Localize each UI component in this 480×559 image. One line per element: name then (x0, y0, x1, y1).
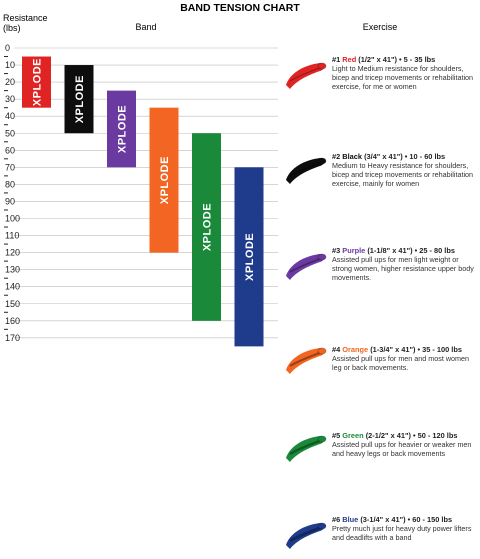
y-tick-label: 20 (5, 77, 16, 88)
exercise-heading (332, 152, 445, 161)
y-axis-label-line1: Resistance (3, 13, 48, 23)
exercise-column-header: Exercise (362, 22, 398, 32)
band-dimensions: (3/4" x 41") • 10 - 60 lbs (362, 152, 446, 161)
band-number: #3 (332, 246, 343, 255)
band-number: #2 (332, 152, 343, 161)
y-tick-label: 60 (5, 145, 16, 156)
band-dimensions: (1-1/8" x 41") • 25 - 80 lbs (365, 246, 455, 255)
band-blue-image (282, 515, 328, 555)
y-tick-label: 80 (5, 179, 16, 190)
y-tick-label: 140 (5, 281, 21, 292)
band-number: #1 (332, 55, 343, 64)
exercise-item-black (332, 152, 480, 188)
exercise-heading (332, 515, 452, 524)
band-bar-label: XPLODE (74, 75, 86, 124)
band-purple-image (282, 246, 328, 286)
band-red-image (282, 55, 328, 95)
band-dimensions: (1/2" x 41") • 5 - 35 lbs (356, 55, 436, 64)
band-color-name: Green (342, 431, 364, 440)
band-bar-label: XPLODE (31, 57, 44, 107)
exercise-item-orange (332, 345, 480, 372)
exercise-heading (332, 246, 455, 255)
band-dimensions: (1-3/4" x 41") • 35 - 100 lbs (368, 345, 462, 354)
exercise-heading (332, 345, 462, 354)
y-tick-label: 0 (5, 43, 11, 53)
y-tick-label: 50 (5, 128, 16, 139)
band-bar-label: XPLODE (159, 156, 171, 205)
y-tick-label: 100 (5, 213, 21, 224)
band-number: #6 (332, 515, 343, 524)
exercise-heading (332, 55, 435, 64)
y-tick-label: 30 (5, 94, 16, 105)
band-number: #5 (332, 431, 343, 440)
band-orange-image (282, 340, 328, 380)
y-axis-label-line2: (lbs) (3, 23, 21, 33)
exercise-heading (332, 431, 457, 440)
exercise-item-blue (332, 515, 480, 542)
band-bar-label: XPLODE (116, 104, 129, 154)
band-color-name: Orange (342, 345, 369, 354)
y-tick-label: 150 (5, 298, 21, 309)
y-tick-label: 120 (5, 247, 21, 258)
exercise-description: Assisted pull ups for heavier or weaker men and heavy legs or back movements (332, 440, 472, 459)
exercise-description: Assisted pull ups for men light weight or strong women, higher resistance upper body movements. (332, 255, 474, 283)
band-dimensions: (2-1/2" x 41") • 50 - 120 lbs (363, 431, 458, 440)
chart-title: BAND TENSION CHART (180, 2, 300, 14)
y-tick-label: 40 (5, 111, 16, 122)
y-tick-label: 130 (5, 264, 21, 275)
y-tick-label: 90 (5, 196, 16, 207)
band-dimensions: (3-1/4" x 41") • 60 - 150 lbs (358, 515, 453, 524)
band-number: #4 (332, 345, 343, 354)
band-bar-label: XPLODE (201, 202, 214, 252)
band-color-name: Blue (342, 515, 359, 524)
band-green-image (282, 428, 328, 468)
band-color-name: Black (342, 152, 363, 161)
exercise-description: Pretty much just for heavy duty power lifters and deadlifts with a band (332, 524, 472, 543)
exercise-item-purple (332, 246, 480, 282)
y-tick-label: 110 (5, 230, 20, 241)
band-column-header: Band (135, 22, 157, 32)
exercise-description: Light to Medium resistance for shoulders, bicep and tricep movements or rehabilitation exercise, for me or women (332, 64, 474, 92)
exercise-item-red (332, 55, 480, 91)
y-tick-label: 170 (5, 332, 21, 343)
exercise-description: Assisted pull ups for men and most women leg or back movements. (332, 354, 470, 373)
band-color-name: Red (342, 55, 357, 64)
y-tick-label: 70 (5, 162, 16, 173)
exercise-item-green (332, 431, 480, 458)
exercise-description: Medium to Heavy resistance for shoulders, bicep and tricep movements or rehabilitation exercise, mainly for women (332, 161, 474, 189)
y-tick-label: 10 (5, 60, 16, 71)
y-axis-ticks (4, 43, 20, 343)
band-color-name: Purple (342, 246, 366, 255)
band-black-image (282, 150, 328, 190)
band-bar-label: XPLODE (244, 232, 256, 281)
y-tick-label: 160 (5, 315, 21, 326)
